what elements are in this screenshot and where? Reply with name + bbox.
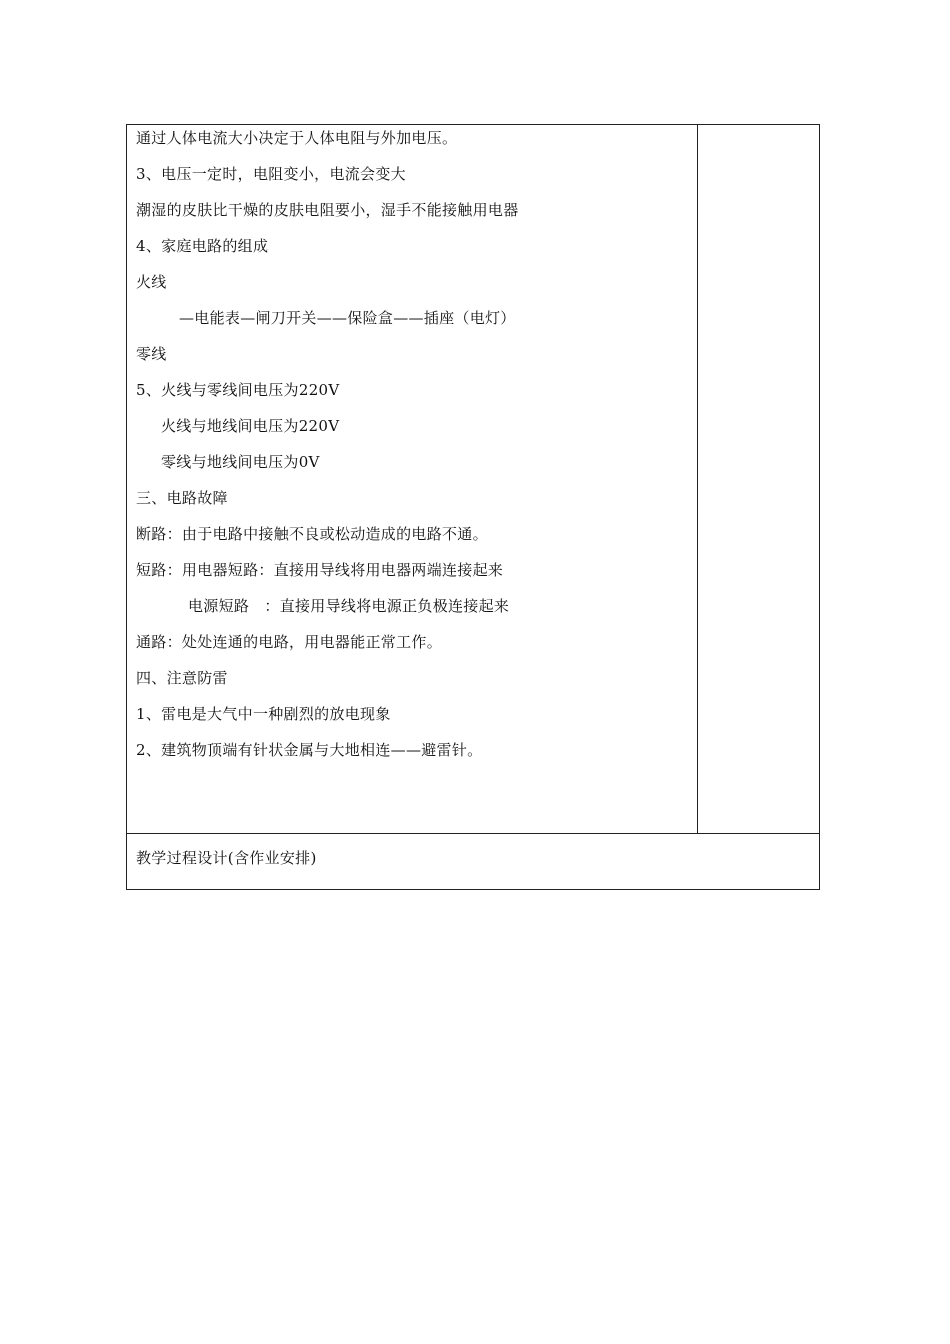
text-line: 零线: [136, 345, 167, 363]
text-line: 通过人体电流大小决定于人体电阻与外加电压。: [136, 129, 458, 147]
footer-label: 教学过程设计(含作业安排): [136, 849, 317, 867]
content-cell: [127, 125, 698, 834]
text-line: 通路：处处连通的电路，用电器能正常工作。: [136, 633, 443, 651]
notes-cell: [698, 125, 819, 834]
text-line: 三、电路故障: [136, 489, 228, 507]
text-line: 3、电压一定时，电阻变小，电流会变大: [136, 165, 406, 183]
text-line: 2、建筑物顶端有针状金属与大地相连——避雷针。: [136, 741, 483, 759]
text-line: 四、注意防雷: [136, 669, 228, 687]
text-line: 5、火线与零线间电压为220V: [136, 381, 340, 399]
text-line: 1、雷电是大气中一种剧烈的放电现象: [136, 705, 391, 723]
text-line: 潮湿的皮肤比干燥的皮肤电阻要小，湿手不能接触用电器: [136, 201, 519, 219]
text-line: 火线: [136, 273, 167, 291]
text-line: 零线与地线间电压为0V: [161, 453, 320, 471]
text-line: 断路：由于电路中接触不良或松动造成的电路不通。: [136, 525, 488, 543]
lesson-table: [126, 124, 820, 890]
text-line: 短路：用电器短路：直接用导线将用电器两端连接起来: [136, 561, 504, 579]
text-line: —电能表—闸刀开关——保险盒——插座（电灯）: [179, 309, 516, 327]
text-line: 火线与地线间电压为220V: [161, 417, 340, 435]
text-line: 4、家庭电路的组成: [136, 237, 269, 255]
footer-cell: [127, 834, 819, 889]
text-line: 电源短路 ：直接用导线将电源正负极连接起来: [188, 597, 510, 615]
